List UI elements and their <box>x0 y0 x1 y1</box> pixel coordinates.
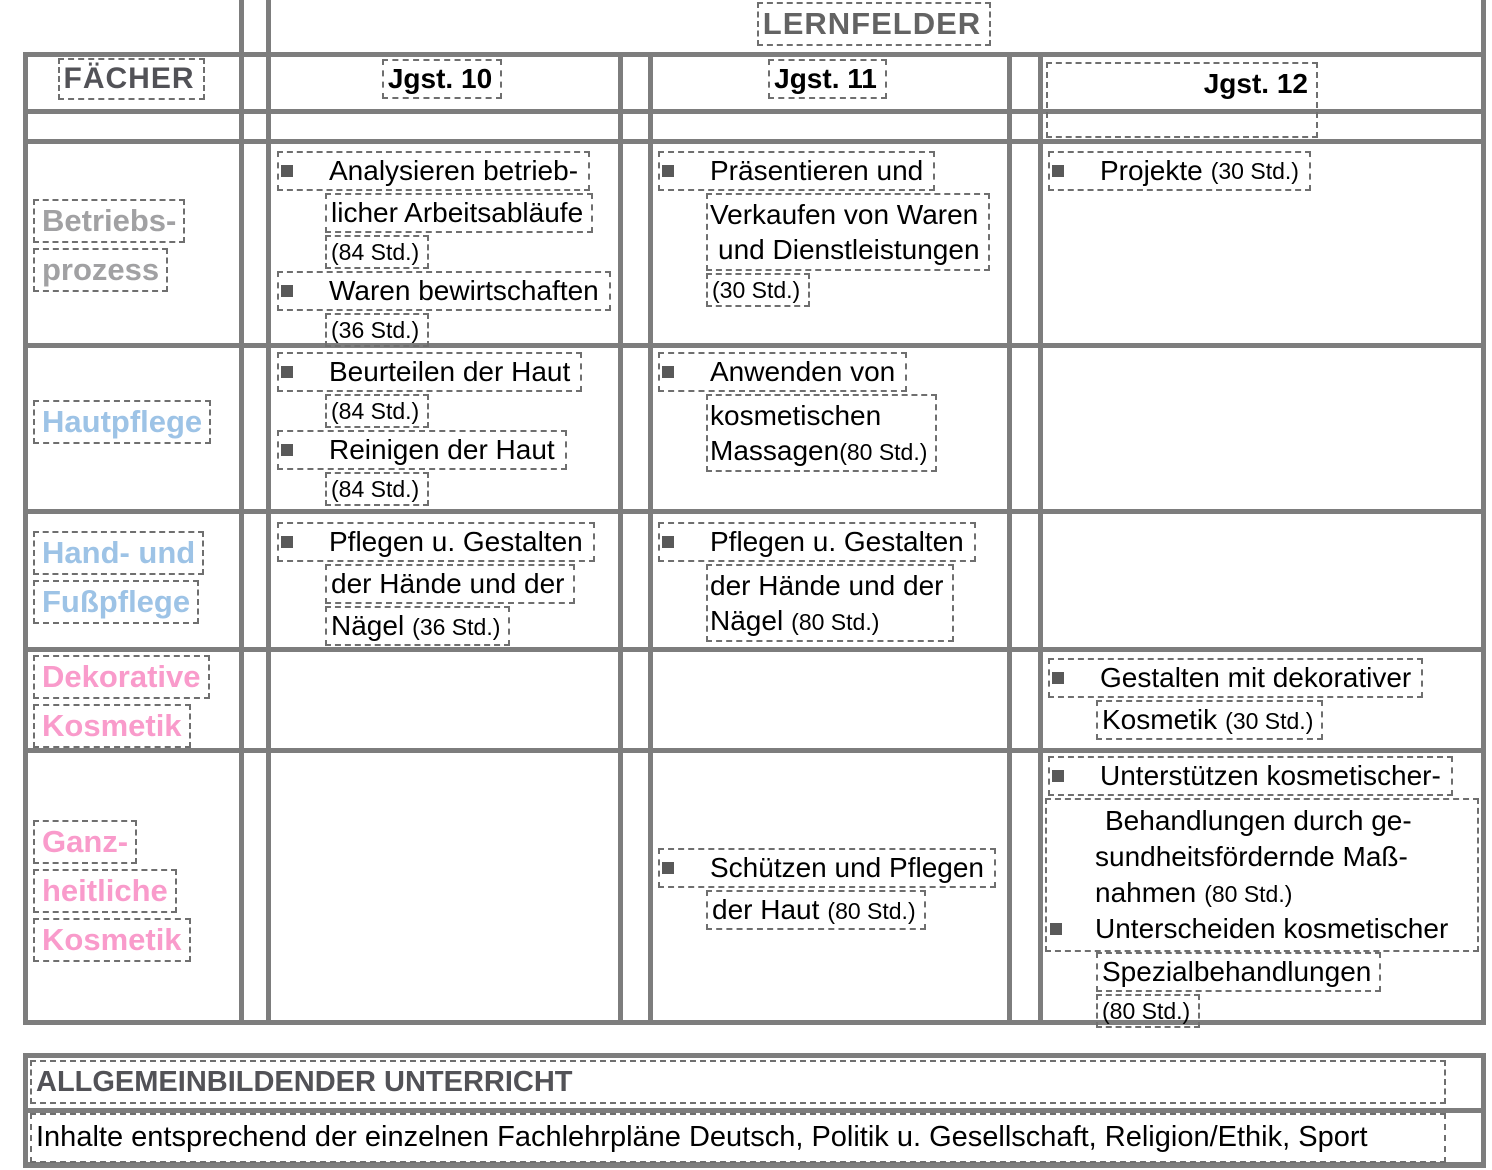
hours-label: (36 Std.) <box>325 313 429 347</box>
table-border <box>23 139 1486 144</box>
subject-label: prozess <box>33 248 168 292</box>
subject-label: Hautpflege <box>33 400 211 444</box>
hours-label: (30 Std.) <box>1210 158 1299 184</box>
subject-label: Dekorative <box>33 655 210 699</box>
learning-field-item <box>277 430 567 470</box>
bullet-icon <box>281 536 293 548</box>
subject-hautpflege <box>33 400 211 449</box>
item-text: Spezialbehandlungen <box>1096 952 1381 992</box>
cell-ganzheitlich-jgst11 <box>658 848 1010 932</box>
table-border <box>23 647 1486 652</box>
item-text: Massagen(80 Std.) <box>710 435 928 466</box>
table-border <box>23 1053 1486 1058</box>
item-text: Präsentieren und <box>710 155 924 186</box>
cell-dekorativ-jgst12 <box>1048 658 1484 742</box>
table-border <box>23 748 1486 753</box>
learning-field-item <box>658 848 996 888</box>
table-border <box>1038 52 1043 1025</box>
bullet-icon <box>281 444 293 456</box>
cell-hautpflege-jgst11 <box>658 352 1010 474</box>
subject-label: Betriebs- <box>33 199 185 243</box>
item-text: Gestalten mit dekorativer <box>1100 662 1412 693</box>
table-border <box>23 509 1486 514</box>
item-text: sundheitsfördernde Maß- <box>1095 841 1408 872</box>
jgst-12-header: Jgst. 12 <box>1203 68 1308 99</box>
item-text: Beurteilen der Haut <box>329 356 571 387</box>
item-text: Waren bewirtschaften <box>329 275 599 306</box>
bullet-icon <box>281 165 293 177</box>
learning-field-item <box>277 352 582 392</box>
item-text: und Dienstleistungen <box>718 234 980 265</box>
item-text: nahmen (80 Std.) <box>1095 877 1293 908</box>
item-text: kosmetischen <box>710 400 882 431</box>
bullet-icon <box>662 862 674 874</box>
item-text: licher Arbeitsabläufe <box>325 193 593 233</box>
footer-title: ALLGEMEINBILDENDER UNTERRICHT <box>36 1066 573 1098</box>
bullet-icon <box>662 536 674 548</box>
hours-label: (30 Std.) <box>1225 708 1314 734</box>
hours-label: (84 Std.) <box>325 235 429 269</box>
learning-field-item <box>1048 658 1423 698</box>
item-text: der Hände und der <box>325 564 575 604</box>
subject-label: heitliche <box>33 869 177 913</box>
subject-betriebsprozess <box>33 199 185 297</box>
table-border <box>23 52 28 1025</box>
jgst-10-header: Jgst. 10 <box>382 59 502 99</box>
hours-label: (80 Std.) <box>791 609 880 635</box>
hours-label: (80 Std.) <box>827 898 916 924</box>
item-text: Verkaufen von Waren <box>710 199 979 230</box>
learning-field-item <box>277 271 611 311</box>
hours-label: (80 Std.) <box>839 439 928 465</box>
item-text: Unterscheiden kosmetischer <box>1095 913 1449 944</box>
hours-label: (36 Std.) <box>412 614 501 640</box>
learning-field-item <box>277 522 595 562</box>
jgst-11-header: Jgst. 11 <box>768 59 887 99</box>
hours-label: (80 Std.) <box>1204 881 1293 907</box>
jgst-12-header-field <box>1046 62 1318 138</box>
table-border <box>23 52 1486 57</box>
subject-label: Kosmetik <box>33 704 191 748</box>
bullet-icon <box>281 366 293 378</box>
lernfelder-title: LERNFELDER <box>757 2 991 46</box>
learning-field-item <box>658 522 976 562</box>
bullet-icon <box>1050 923 1062 935</box>
lernfelder-header-cell <box>266 2 1482 52</box>
bullet-icon <box>281 285 293 297</box>
learning-field-item <box>277 151 590 191</box>
table-border <box>648 52 653 1025</box>
bullet-icon <box>662 165 674 177</box>
subject-ganzheitliche-kosmetik <box>33 820 191 967</box>
subject-dekorative-kosmetik <box>33 655 210 753</box>
table-border <box>23 343 1486 348</box>
footer-title-field <box>30 1060 1446 1104</box>
bullet-icon <box>1052 165 1064 177</box>
item-text: Analysieren betrieb- <box>329 155 579 186</box>
learning-field-item <box>658 151 935 191</box>
item-text: Anwenden von <box>710 356 896 387</box>
item-text: Nägel (36 Std.) <box>325 606 510 646</box>
item-text-group <box>706 394 937 472</box>
item-text: der Haut (80 Std.) <box>706 890 926 930</box>
learning-field-item <box>1048 151 1311 191</box>
cell-hautpflege-jgst10 <box>277 352 617 508</box>
subject-label: Fußpflege <box>33 580 199 624</box>
bullet-icon <box>662 366 674 378</box>
learning-field-item <box>658 352 907 392</box>
item-text: Reinigen der Haut <box>329 434 555 465</box>
jgst-10-header-cell <box>266 59 618 99</box>
item-text: Behandlungen durch ge- <box>1105 805 1412 836</box>
cell-ganzheitlich-jgst12 <box>1048 756 1488 1030</box>
footer-text: Inhalte entsprechend der einzelnen Fachlehrpläne Deutsch, Politik u. Gesellschaft, Religion/Ethik, Sport <box>36 1121 1368 1153</box>
learning-field-item <box>1047 911 1471 947</box>
hours-label: (84 Std.) <box>325 394 429 428</box>
cell-fusspflege-jgst10 <box>277 522 617 648</box>
item-text-group <box>706 193 990 271</box>
bullet-icon <box>1052 770 1064 782</box>
cell-betriebsprozess-jgst11 <box>658 151 1010 309</box>
cell-betriebsprozess-jgst10 <box>277 151 617 349</box>
item-text: Pflegen u. Gestalten <box>329 526 583 557</box>
subject-label: Kosmetik <box>33 918 191 962</box>
learning-field-item <box>1048 756 1453 796</box>
subject-label: Hand- und <box>33 531 204 575</box>
item-text: Kosmetik (30 Std.) <box>1096 700 1323 740</box>
item-text: Projekte <box>1100 155 1203 186</box>
table-border <box>618 52 623 1025</box>
subject-label: Ganz- <box>33 820 137 864</box>
cell-fusspflege-jgst11 <box>658 522 1010 644</box>
hours-label: (80 Std.) <box>1096 994 1200 1028</box>
footer-text-field <box>30 1113 1446 1163</box>
subject-hand-fusspflege <box>33 531 204 629</box>
cell-betriebsprozess-jgst12 <box>1048 151 1484 193</box>
item-text: Nägel (80 Std.) <box>710 605 880 636</box>
bullet-icon <box>1052 672 1064 684</box>
hours-label: (84 Std.) <box>325 472 429 506</box>
jgst-11-header-cell <box>648 59 1007 99</box>
faecher-title: FÄCHER <box>58 58 205 100</box>
item-text-group <box>706 564 954 642</box>
faecher-header-cell <box>23 58 239 100</box>
hours-label: (30 Std.) <box>706 273 810 307</box>
item-text: Pflegen u. Gestalten <box>710 526 964 557</box>
item-text: Schützen und Pflegen <box>710 852 984 883</box>
item-text: Unterstützen kosmetischer- <box>1100 760 1441 791</box>
item-text: der Hände und der <box>710 570 944 601</box>
item-text-group <box>1045 798 1479 952</box>
